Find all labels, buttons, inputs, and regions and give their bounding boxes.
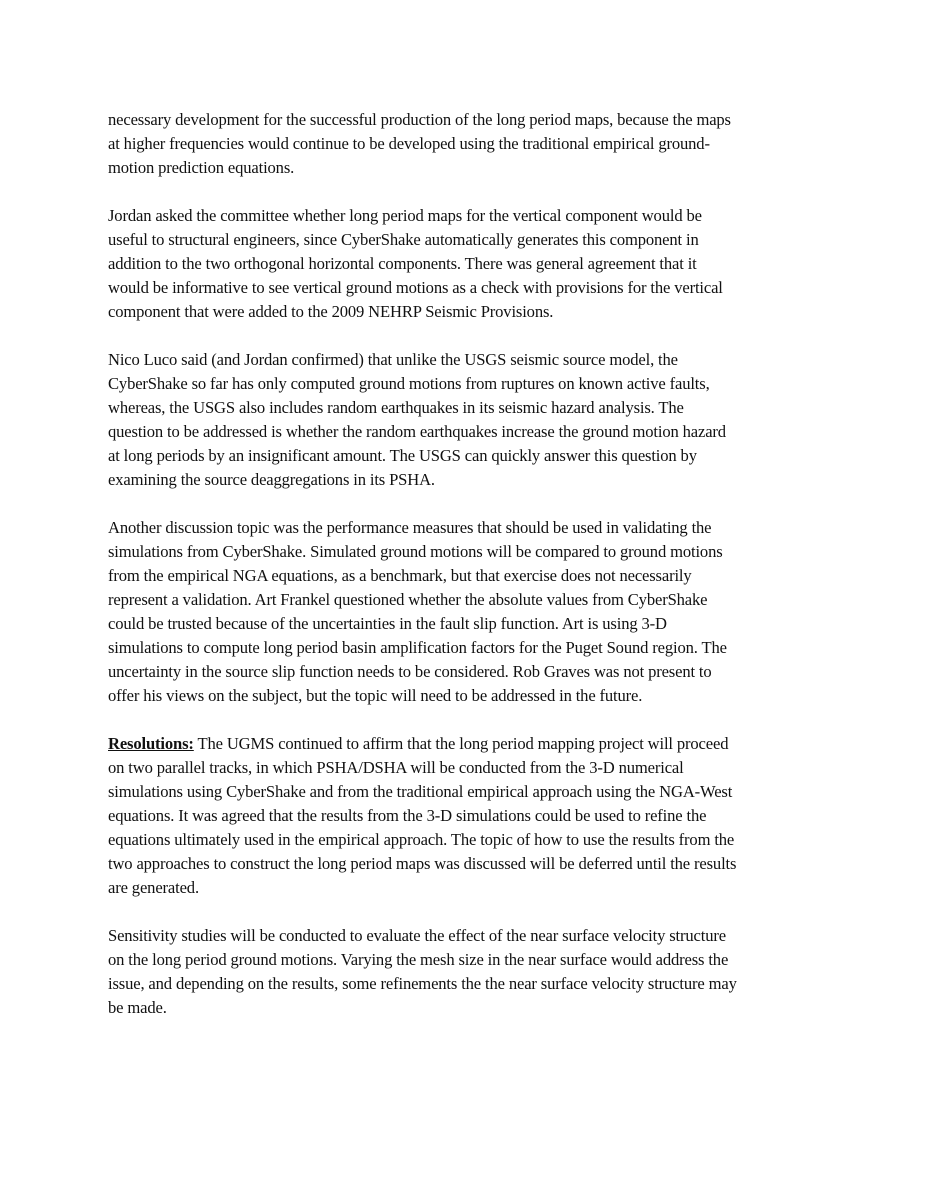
text-line: could be trusted because of the uncertainties in the fault slip function. Art is using 3-D (108, 614, 667, 633)
text-line: equations. It was agreed that the results from the 3-D simulations could be used to refine the (108, 806, 707, 825)
resolutions-heading: Resolutions: (108, 734, 194, 753)
text-line: would be informative to see vertical ground motions as a check with provisions for the vertical (108, 278, 723, 297)
text-line: at higher frequencies would continue to be developed using the traditional empirical ground- (108, 134, 710, 153)
document-page (108, 108, 824, 1044)
text-line: necessary development for the successful production of the long period maps, because the maps (108, 110, 731, 129)
text-line: uncertainty in the source slip function needs to be considered. Rob Graves was not present to (108, 662, 712, 681)
text-line: on the long period ground motions. Varying the mesh size in the near surface would address the (108, 950, 729, 969)
text-line: question to be addressed is whether the random earthquakes increase the ground motion hazard (108, 422, 726, 441)
text-line: be made. (108, 998, 167, 1017)
text-line: useful to structural engineers, since CyberShake automatically generates this component in (108, 230, 699, 249)
text-line: issue, and depending on the results, some refinements the the near surface velocity structure may (108, 974, 737, 993)
text-line: at long periods by an insignificant amount. The USGS can quickly answer this question by (108, 446, 697, 465)
text-line: from the empirical NGA equations, as a benchmark, but that exercise does not necessarily (108, 566, 692, 585)
text-line: offer his views on the subject, but the topic will need to be addressed in the future. (108, 686, 643, 705)
text-line: Another discussion topic was the performance measures that should be used in validating the (108, 518, 712, 537)
text-line: examining the source deaggregations in its PSHA. (108, 470, 435, 489)
text-line: simulations from CyberShake. Simulated ground motions will be compared to ground motions (108, 542, 723, 561)
text-line: two approaches to construct the long period maps was discussed will be deferred until the results (108, 854, 737, 873)
text-line: simulations to compute long period basin amplification factors for the Puget Sound region. The (108, 638, 727, 657)
text-line: addition to the two orthogonal horizontal components. There was general agreement that it (108, 254, 697, 273)
text-line: simulations using CyberShake and from the traditional empirical approach using the NGA-West (108, 782, 733, 801)
text-line: are generated. (108, 878, 199, 897)
text-line: Nico Luco said (and Jordan confirmed) that unlike the USGS seismic source model, the (108, 350, 678, 369)
text-line: Jordan asked the committee whether long period maps for the vertical component would be (108, 206, 702, 225)
text-line: Sensitivity studies will be conducted to evaluate the effect of the near surface velocity structure (108, 926, 726, 945)
paragraph-performance-measures (108, 516, 824, 708)
paragraph-intro-continuation (108, 108, 824, 180)
text-line: whereas, the USGS also includes random earthquakes in its seismic hazard analysis. The (108, 398, 684, 417)
paragraph-sensitivity-studies (108, 924, 824, 1020)
text-line: CyberShake so far has only computed ground motions from ruptures on known active faults, (108, 374, 710, 393)
text-run: The UGMS continued to affirm that the long period mapping project will proceed (193, 734, 729, 753)
paragraph-resolutions (108, 732, 824, 900)
text-line: component that were added to the 2009 NEHRP Seismic Provisions. (108, 302, 554, 321)
text-line: equations ultimately used in the empirical approach. The topic of how to use the results from the (108, 830, 735, 849)
text-line (108, 732, 824, 756)
text-line: represent a validation. Art Frankel questioned whether the absolute values from CyberShake (108, 590, 708, 609)
paragraph-vertical-component (108, 204, 824, 324)
text-line: motion prediction equations. (108, 158, 295, 177)
text-line: on two parallel tracks, in which PSHA/DSHA will be conducted from the 3-D numerical (108, 758, 684, 777)
paragraph-random-earthquakes (108, 348, 824, 492)
